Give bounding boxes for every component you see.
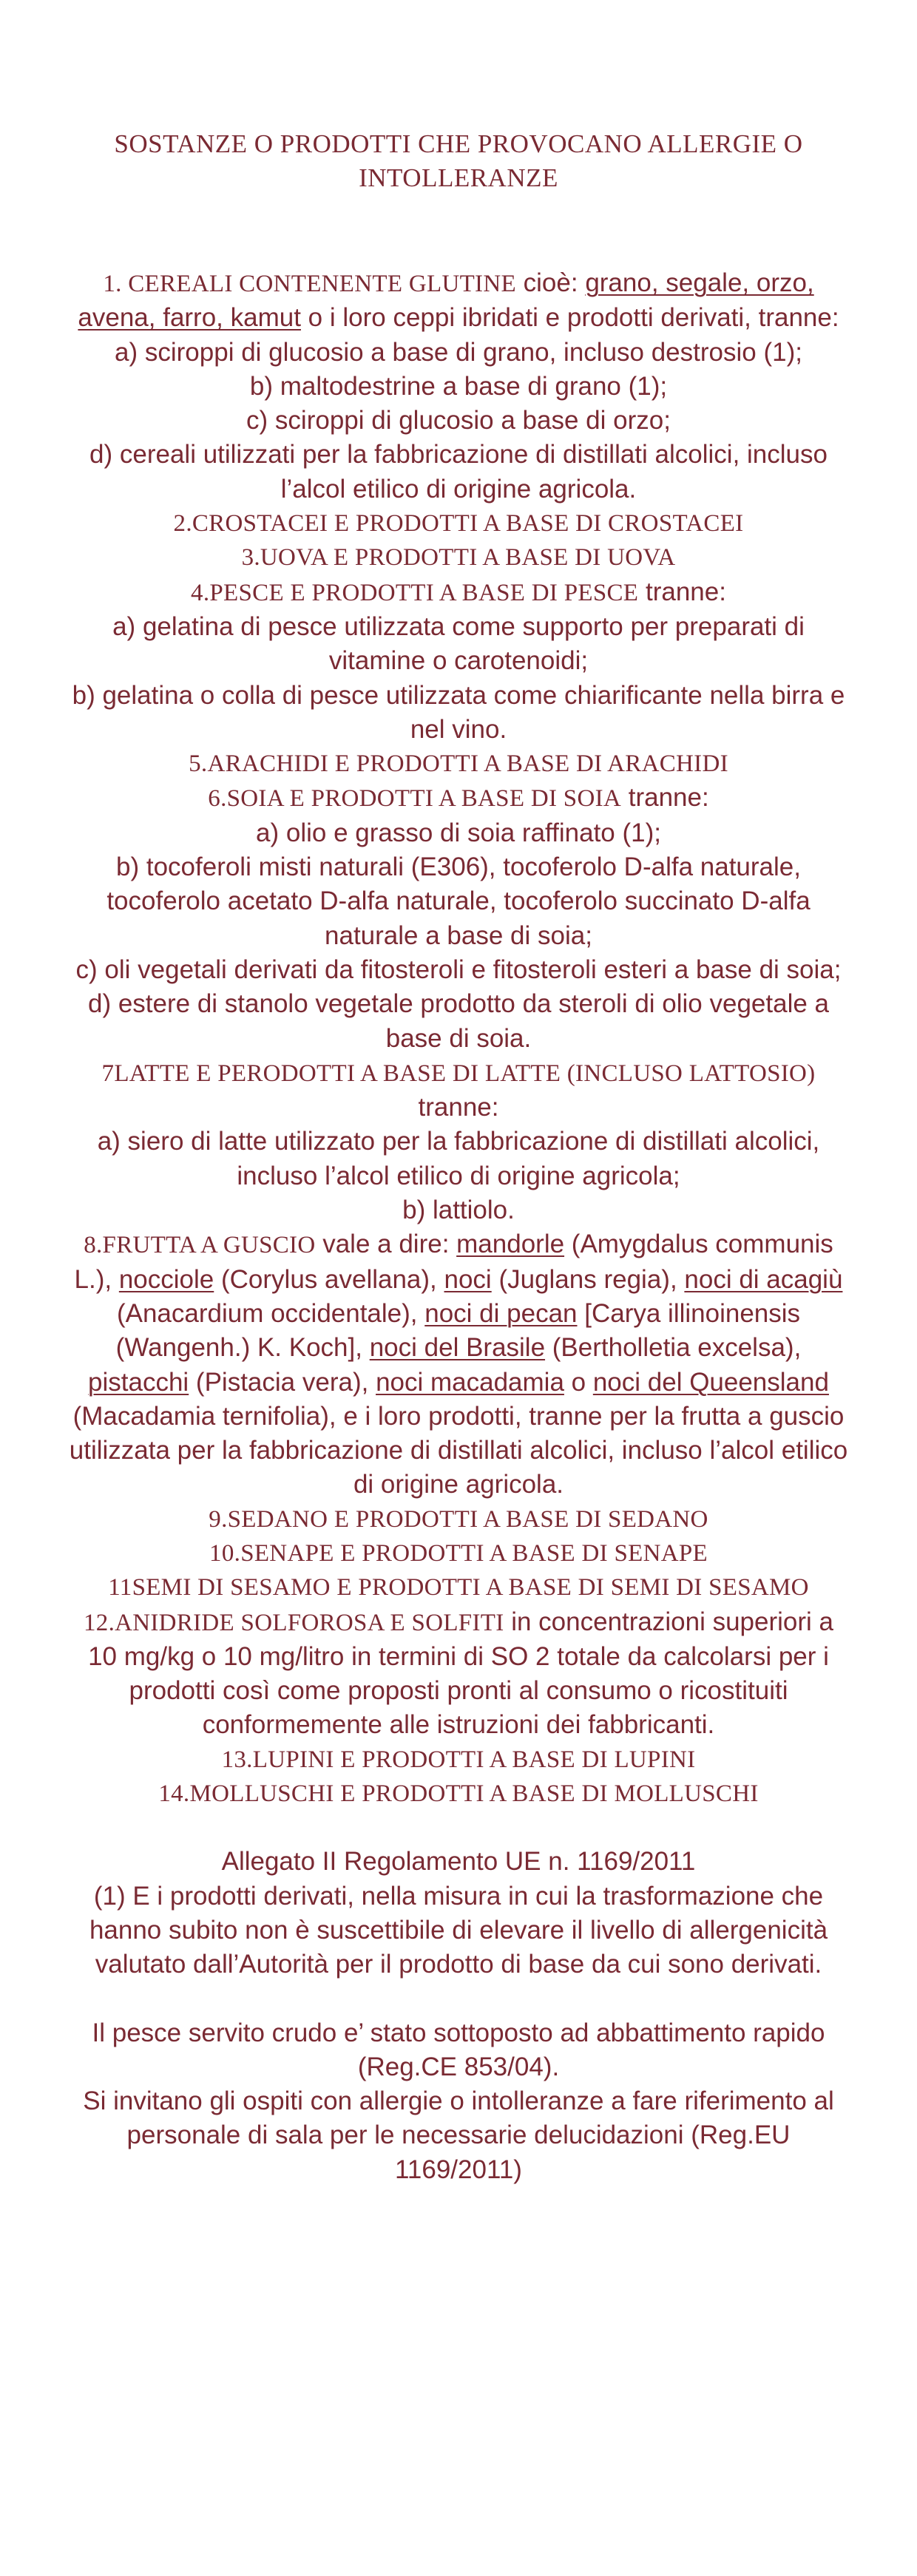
allergen-list xyxy=(68,266,849,2187)
item-8-text: vale a dire: xyxy=(315,1230,457,1259)
nut-acagiu: noci di acagiù xyxy=(684,1264,843,1294)
item-7-exception-a: a) siero di latte utilizzato per la fabbricazione di distillati alcolici, incluso l’alcol etilico di origine agricola; xyxy=(97,1127,820,1190)
item-6-exception-c: c) oli vegetali derivati da fitosteroli e fitosteroli esteri a base di soia; xyxy=(75,955,842,984)
fish-notice-line-3: Si invitano gli ospiti con allergie o intolleranze a fare riferimento al personale di sala per le necessarie delucidazioni (Reg.EU 1169/2011) xyxy=(83,2087,834,2184)
item-1-intro: cioè: xyxy=(515,268,586,297)
item-8-text: (Macadamia ternifolia), e i loro prodotti, tranne per la frutta a guscio utilizzata per la fabbricazione di distillati alcolici, incluso l’alcol etilico di origine agricola. xyxy=(69,1401,848,1499)
spacer xyxy=(68,1982,849,2016)
item-8-text: [Carya illinoinensis (Wangenh.) K. Koch], xyxy=(115,1298,801,1363)
item-12-heading: 12.ANIDRIDE SOLFOROSA E SOLFITI xyxy=(83,1609,504,1636)
allergen-item-13: 13.LUPINI E PRODOTTI A BASE DI LUPINI xyxy=(221,1746,696,1773)
item-8-text: (Juglans regia), xyxy=(491,1264,685,1294)
allergen-item-9: 9.SEDANO E PRODOTTI A BASE DI SEDANO xyxy=(209,1505,708,1533)
item-8-text: (Pistacia vera), xyxy=(189,1367,376,1397)
item-1-exception-c: c) sciroppi di glucosio a base di orzo; xyxy=(246,406,671,435)
item-4-exception-a: a) gelatina di pesce utilizzata come supporto per preparati di vitamine o carotenoidi; xyxy=(112,611,805,676)
allergen-item-10: 10.SENAPE E PRODOTTI A BASE DI SENAPE xyxy=(209,1539,708,1567)
annex-note: (1) E i prodotti derivati, nella misura in cui la trasformazione che hanno subito non è suscettibile di elevare il livello di allergenicità valutato dall’Autorità per il prodotto di base da cui sono derivati. xyxy=(89,1881,828,1979)
nut-mandorle: mandorle xyxy=(456,1230,565,1259)
nut-brasile: noci del Brasile xyxy=(369,1333,546,1363)
nut-macadamia: noci macadamia xyxy=(376,1367,564,1397)
spacer xyxy=(68,1811,849,1845)
allergen-item-12 xyxy=(68,1605,849,1743)
item-1-heading: 1. CEREALI CONTENENTE GLUTINE xyxy=(103,271,516,297)
item-6-exception-b: b) tocoferoli misti naturali (E306), tocoferolo D-alfa naturale, tocoferolo acetato D-alfa naturale, tocoferolo succinato D-alfa naturale a base di soia; xyxy=(106,853,811,950)
item-8-text: (Corylus avellana), xyxy=(214,1264,444,1294)
item-12-rest: in concentrazioni superiori a 10 mg/kg o 10 mg/litro in termini di SO 2 totale da calcolarsi per i prodotti così come proposti pronti al consumo o ricostituiti conformemente alle istruzioni dei fabbricanti. xyxy=(88,1607,833,1740)
nut-queensland: noci del Queensland xyxy=(592,1367,829,1397)
allergen-item-14: 14.MOLLUSCHI E PRODOTTI A BASE DI MOLLUSCHI xyxy=(158,1780,759,1808)
allergen-item-5: 5.ARACHIDI E PRODOTTI A BASE DI ARACHIDI xyxy=(189,750,728,778)
item-7-heading: 7LATTE E PERODOTTI A BASE DI LATTE (INCLUSO LATTOSIO) xyxy=(101,1060,816,1087)
allergen-item-8 xyxy=(68,1227,849,1502)
page-title: SOSTANZE O PRODOTTI CHE PROVOCANO ALLERGIE O INTOLLERANZE xyxy=(114,129,803,192)
item-1-exception-a: a) sciroppi di glucosio a base di grano, incluso destrosio (1); xyxy=(115,337,802,367)
item-8-heading: 8.FRUTTA A GUSCIO xyxy=(84,1232,316,1259)
allergen-item-2: 2.CROSTACEI E PRODOTTI A BASE DI CROSTACEI xyxy=(173,510,744,538)
allergen-item-1 xyxy=(68,266,849,506)
item-6-exception-d: d) estere di stanolo vegetale prodotto da steroli di olio vegetale a base di soia. xyxy=(87,989,830,1053)
nut-nocciole: nocciole xyxy=(118,1264,214,1294)
item-4-heading: 4.PESCE E PRODOTTI A BASE DI PESCE xyxy=(191,579,639,606)
nut-pistacchi: pistacchi xyxy=(88,1367,189,1397)
allergen-item-11: 11SEMI DI SESAMO E PRODOTTI A BASE DI SEMI DI SESAMO xyxy=(108,1574,809,1601)
item-1-rest: o i loro ceppi ibridati e prodotti derivati, tranne: xyxy=(300,303,839,333)
fish-notice-line-1: Il pesce servito crudo e’ stato sottoposto ad abbattimento rapido xyxy=(92,2018,825,2047)
allergen-item-3: 3.UOVA E PRODOTTI A BASE DI UOVA xyxy=(241,544,676,572)
item-7-rest: tranne: xyxy=(418,1093,499,1122)
nut-pecan: noci di pecan xyxy=(424,1298,578,1328)
item-1-exception-d: d) cereali utilizzati per la fabbricazione di distillati alcolici, incluso l’alcol etilico di origine agricola. xyxy=(89,440,828,504)
nut-noci: noci xyxy=(444,1264,492,1294)
item-6-rest: tranne: xyxy=(621,783,709,813)
item-8-text: (Bertholletia excelsa), xyxy=(545,1333,802,1363)
item-8-text: o xyxy=(564,1367,593,1397)
item-4-rest: tranne: xyxy=(638,577,726,606)
allergen-item-4 xyxy=(68,575,849,747)
annex-block xyxy=(68,1845,849,1982)
item-6-exception-a: a) olio e grasso di soia raffinato (1); xyxy=(256,818,661,847)
item-8-text: (Amygdalus communis L.), xyxy=(74,1230,833,1294)
item-4-exception-b: b) gelatina o colla di pesce utilizzata come chiarificante nella birra e nel vino. xyxy=(72,680,845,744)
fish-notice xyxy=(68,2016,849,2187)
item-8-text: (Anacardium occidentale), xyxy=(116,1298,425,1328)
annex-title: Allegato II Regolamento UE n. 1169/2011 xyxy=(221,1847,696,1877)
item-1-exception-b: b) maltodestrine a base di grano (1); xyxy=(249,371,668,401)
allergen-item-6 xyxy=(68,781,849,1055)
item-7-exception-b: b) lattiolo. xyxy=(402,1196,515,1225)
item-1-cereals-list: grano, segale, orzo, avena, farro, kamut xyxy=(78,268,814,333)
item-6-heading: 6.SOIA E PRODOTTI A BASE DI SOIA xyxy=(208,785,622,813)
fish-notice-line-2: (Reg.CE 853/04). xyxy=(357,2052,560,2081)
allergen-item-7 xyxy=(68,1056,849,1227)
